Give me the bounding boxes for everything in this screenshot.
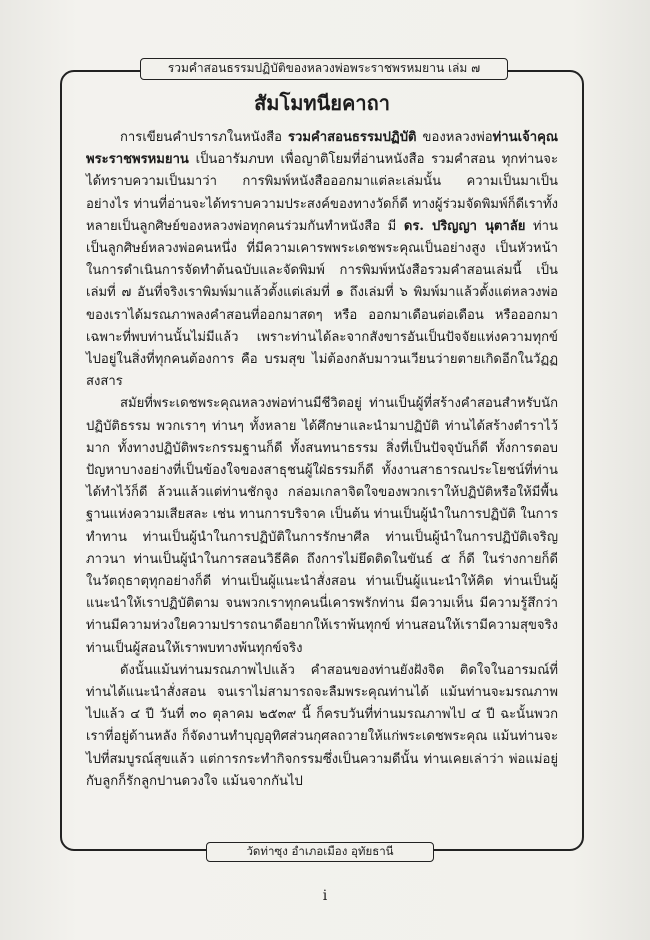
book-title: รวมคำสอนธรรมปฏิบัติ: [288, 130, 417, 145]
page-title: สัมโมทนียคาถา: [254, 91, 390, 115]
footer-location: วัดท่าซุง อำเภอเมือง อุทัยธานี: [206, 842, 434, 862]
person-name: ดร. ปริญญา นุตาลัย: [403, 218, 526, 234]
paragraph: ดังนั้นแม้นท่านมรณภาพไปแล้ว คำสอนของท่านยังฝังจิต ติดใจในอารมณ์ที่ท่านได้แนะนำสั่งสอน จนเราไม่สามารถจะลืมพระคุณท่านได้ แม้นท่านจะมรณภาพไปแล้ว ๔ ปี วันที่ ๓๐ ตุลาคม ๒๕๓๙ นี้ ก็ครบวันที่ท่านมรณภาพไป ๔ ปี ฉะนั้นพวกเราที่อยู่ด้านหลัง ก็จัดงานทำบุญอุทิศส่วนกุศลถวายให้แก่พระเดชพระคุณ แม้นท่านจะไปที่สมบูรณ์สุขแล้ว แต่การกระทำกิจกรรมซึ่งเป็นความดีนั้น ท่านเคยเล่าว่า พ่อแม่อยู่กับลูกก็รักลูกปานดวงใจ แม้นจากกันไป: [86, 662, 558, 789]
paragraph: [86, 127, 558, 393]
body-text: [86, 127, 558, 793]
text-run: การเขียนคำปรารภในหนังสือ: [120, 130, 288, 145]
text-run: ของหลวงพ่อ: [416, 130, 493, 145]
running-header: รวมคำสอนธรรมปฏิบัติของหลวงพ่อพระราชพรหมยาน เล่ม ๗: [140, 58, 508, 80]
text-run: ท่านเป็นลูกศิษย์หลวงพ่อคนหนึ่ง ที่มีความเคารพพระเดชพระคุณเป็นอย่างสูง เป็นหัวหน้าในการดำเนินการจัดทำต้นฉบับและจัดพิมพ์ การพิมพ์หนังสือรวมคำสอนเล่มนี้ เป็นเล่มที่ ๗ อันที่จริงเราพิมพ์มาแล้วตั้งแต่เล่มที่ ๑ ถึงเล่มที่ ๖ พิมพ์มาแล้วตั้งแต่หลวงพ่อของเราได้มรณภาพลงคำสอนที่ออกมาสดๆ หรือ ออกมาเดือนต่อเดือน หรือออกมาเฉพาะที่พบท่านนั้นไม่มีแล้ว เพราะท่านได้ละจากสังขารอันเป็นปัจจัยแห่งความทุกข์ไปอยู่ในสิ่งที่ทุกคนต้องการ คือ บรมสุข ไม่ต้องกลับมาวนเวียนว่ายตายเกิดอีกในวัฏฏสงสาร: [86, 218, 558, 390]
text-run: เป็นอารัมภบท เพื่อญาติโยมที่อ่านหนังสือ รวมคำสอน ทุกท่านจะได้ทราบความเป็นมาว่า การพิมพ์หนังสือออกมาแต่ละเล่มนั้น ความเป็นมาเป็นอย่างไร ท่านที่อ่านจะได้ทราบความประสงค์ของทางวัดก็ดี ทางผู้ร่วมจัดพิมพ์ก็ดีเราทั้งหลายเป็นลูกศิษย์ของหลวงพ่อทุกคนร่วมกันทำหนังสือ มี: [86, 152, 558, 234]
page-number: i: [322, 888, 328, 904]
paragraph: สมัยที่พระเดชพระคุณหลวงพ่อท่านมีชีวิตอยู่ ท่านเป็นผู้ที่สร้างคำสอนสำหรับนักปฏิบัติธรรม พวกเราๆ ท่านๆ ทั้งหลาย ได้ศึกษาและนำมาปฏิบัติ ท่านได้สร้างตำราไว้มาก ทั้งทางปฏิบัติพระกรรมฐานก็ดี ทั้งสนทนาธรรม สิ่งที่เป็นปัจจุบันก็ดี ทั้งการตอบปัญหาบางอย่างที่เป็นข้องใจของสาธุชนผู้ใฝ่ธรรมก็ดี ทั้งงานสาธารณประโยชน์ที่ท่านได้ทำไว้ก็ดี ล้วนแล้วแต่ท่านชักจูง กล่อมเกลาจิตใจของพวกเราให้ปฏิบัติหรือให้มีพื้นฐานแห่งความเสียสละ เช่น ทานการบริจาค เป็นต้น ท่านเป็นผู้นำในการปฏิบัติ ในการทำทาน ท่านเป็นผู้นำในการปฏิบัติในการรักษาศีล ท่านเป็นผู้นำในการปฏิบัติเจริญภาวนา ท่านเป็นผู้นำในการสอนวิธีคิด ถึงการไม่ยึดติดในขันธ์ ๕ ก็ดี ในร่างกายก็ดี ในวัตถุธาตุทุกอย่างก็ดี ท่านเป็นผู้แนะนำสั่งสอน ท่านเป็นผู้แนะนำให้คิด ท่านเป็นผู้แนะนำให้เราปฏิบัติตาม จนพวกเราทุกคนนี่เคารพรักท่าน มีความเห็น มีความรู้สึกว่าท่านมีความห่วงใยความปรารถนาดีอยากให้เราพ้นทุกข์ ท่านสอนให้เรามีความสุขจริงท่านเป็นผู้สอนให้เราพบทางพ้นทุกข์จริง: [86, 396, 558, 656]
author-name: ท่านเจ้าคุณพระราชพรหมยาน: [86, 130, 558, 168]
